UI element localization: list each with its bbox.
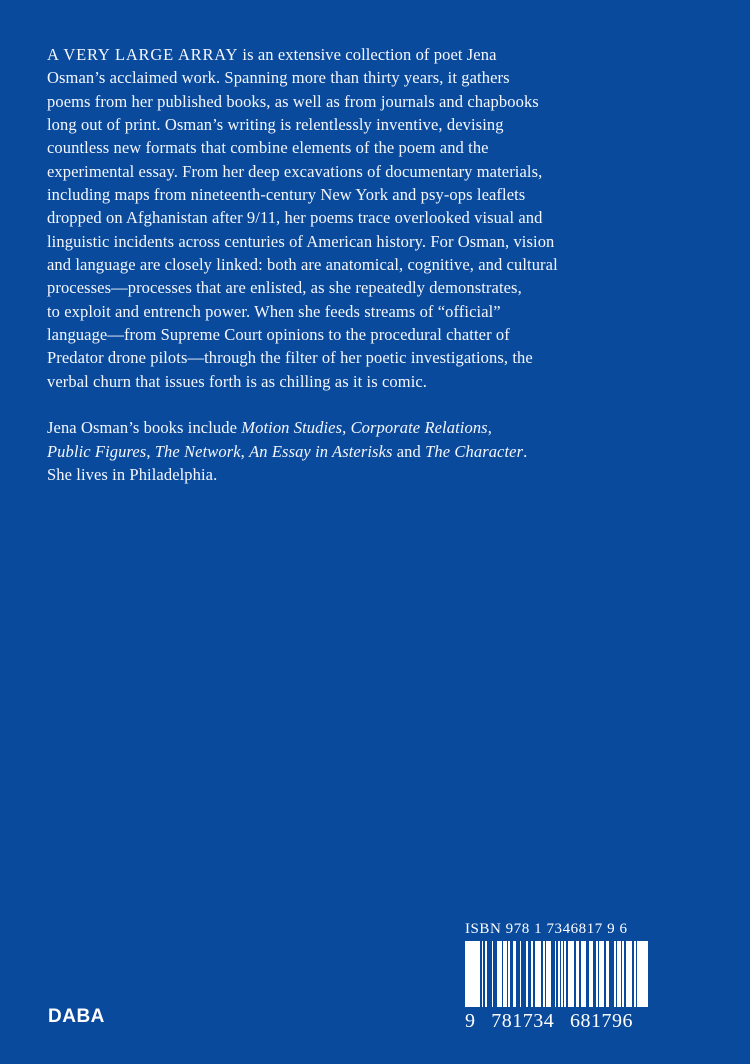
book-title-caps: A VERY LARGE ARRAY — [47, 45, 239, 64]
blurb-line: verbal churn that issues forth is as chilling as it is comic. — [47, 371, 428, 391]
bio-line: Public Figures, The Network, An Essay in Asterisks and The Character. — [47, 441, 528, 461]
blurb-line: A VERY LARGE ARRAY is an extensive collection of poet Jena — [47, 45, 497, 64]
publisher-logo: DABA — [48, 1006, 105, 1027]
blurb-line: countless new formats that combine elements of the poem and the — [47, 138, 489, 158]
blurb-line: to exploit and entrench power. When she feeds streams of “official” — [47, 301, 501, 321]
blurb-line: long out of print. Osman’s writing is relentlessly inventive, devising — [47, 115, 504, 135]
blurb-paragraph — [47, 43, 707, 393]
isbn-digit-group: 9 — [465, 1010, 476, 1032]
ean13-barcode — [465, 941, 648, 1007]
isbn-label: ISBN 978 1 7346817 9 6 — [465, 921, 628, 937]
blurb-line: experimental essay. From her deep excavations of documentary materials, — [47, 161, 543, 181]
blurb-line: Predator drone pilots—through the filter of her poetic investigations, the — [47, 348, 533, 368]
bio-line: Jena Osman’s books include Motion Studies, Corporate Relations, — [47, 418, 492, 438]
isbn-digits-row — [465, 1010, 633, 1033]
blurb-line: Osman’s acclaimed work. Spanning more than thirty years, it gathers — [47, 68, 510, 88]
blurb-line: including maps from nineteenth-century New York and psy-ops leaflets — [47, 185, 526, 205]
blurb-line: language—from Supreme Court opinions to the procedural chatter of — [47, 325, 510, 345]
blurb-line: and language are closely linked: both are anatomical, cognitive, and cultural — [47, 255, 558, 275]
bio-paragraph — [47, 416, 707, 486]
blurb-line: linguistic incidents across centuries of American history. For Osman, vision — [47, 231, 555, 251]
isbn-block — [465, 921, 648, 1033]
bio-line: She lives in Philadelphia. — [47, 464, 218, 484]
isbn-digit-group: 681796 — [570, 1010, 633, 1032]
blurb-line: processes—processes that are enlisted, as she repeatedly demonstrates, — [47, 278, 522, 298]
blurb-line: poems from her published books, as well as from journals and chapbooks — [47, 91, 539, 111]
blurb-line: dropped on Afghanistan after 9/11, her poems trace overlooked visual and — [47, 208, 543, 228]
isbn-digit-group: 781734 — [491, 1010, 555, 1032]
back-cover-text — [47, 43, 707, 486]
